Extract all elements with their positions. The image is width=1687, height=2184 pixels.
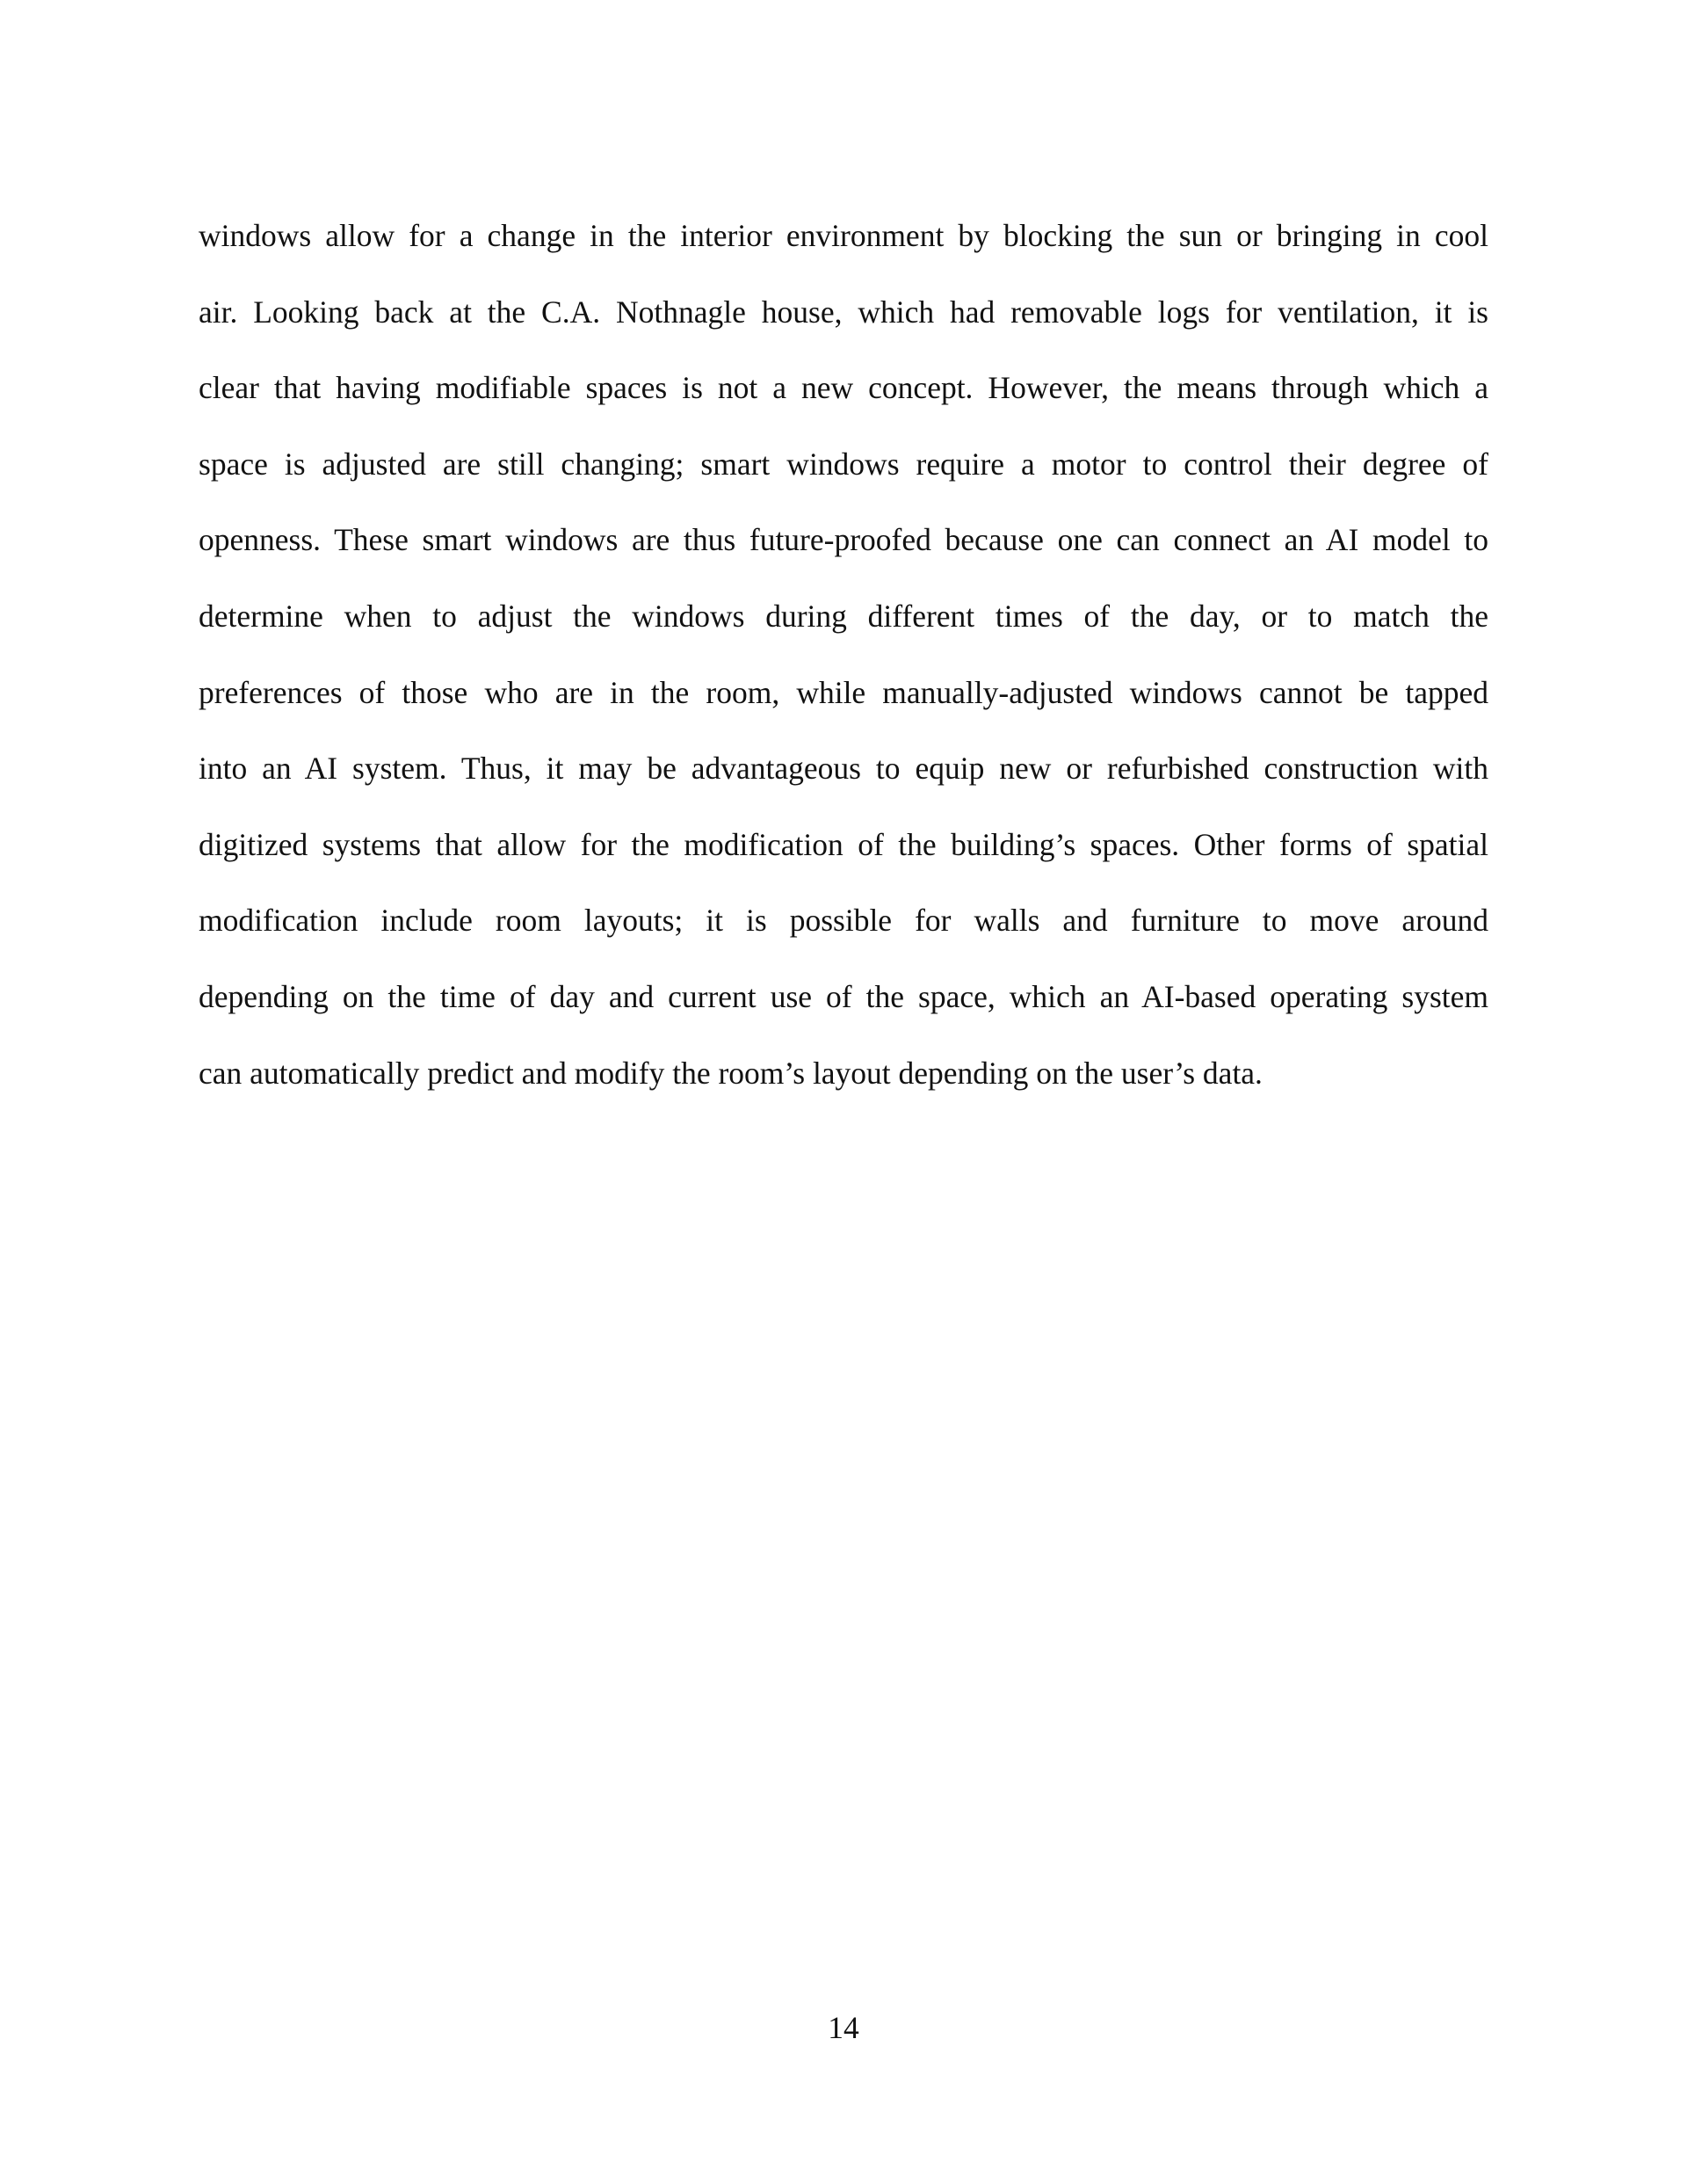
page-number: 14	[828, 2010, 859, 2045]
text-line: determine when to adjust the windows during different times of the day, or to match the	[199, 598, 1488, 634]
text-line: space is adjusted are still changing; smart windows require a motor to control their degree of	[199, 446, 1488, 482]
text-line: into an AI system. Thus, it may be advantageous to equip new or refurbished construction with	[199, 751, 1488, 787]
text-line: digitized systems that allow for the modification of the building’s spaces. Other forms of spatial	[199, 826, 1488, 862]
text-line: windows allow for a change in the interior environment by blocking the sun or bringing in cool	[199, 218, 1488, 253]
text-line: depending on the time of day and current use of the space, which an AI-based operating system	[199, 978, 1488, 1014]
body-paragraph	[199, 198, 1488, 1111]
text-line: preferences of those who are in the room, while manually-adjusted windows cannot be tapped	[199, 674, 1488, 710]
text-line: modification include room layouts; it is possible for walls and furniture to move around	[199, 903, 1488, 939]
text-line: openness. These smart windows are thus future-proofed because one can connect an AI model to	[199, 522, 1488, 558]
text-line-last: can automatically predict and modify the room’s layout depending on the user’s data.	[199, 1055, 1263, 1091]
text-line: clear that having modifiable spaces is not a new concept. However, the means through which a	[199, 370, 1488, 406]
text-line: air. Looking back at the C.A. Nothnagle house, which had removable logs for ventilation, it is	[199, 294, 1488, 330]
